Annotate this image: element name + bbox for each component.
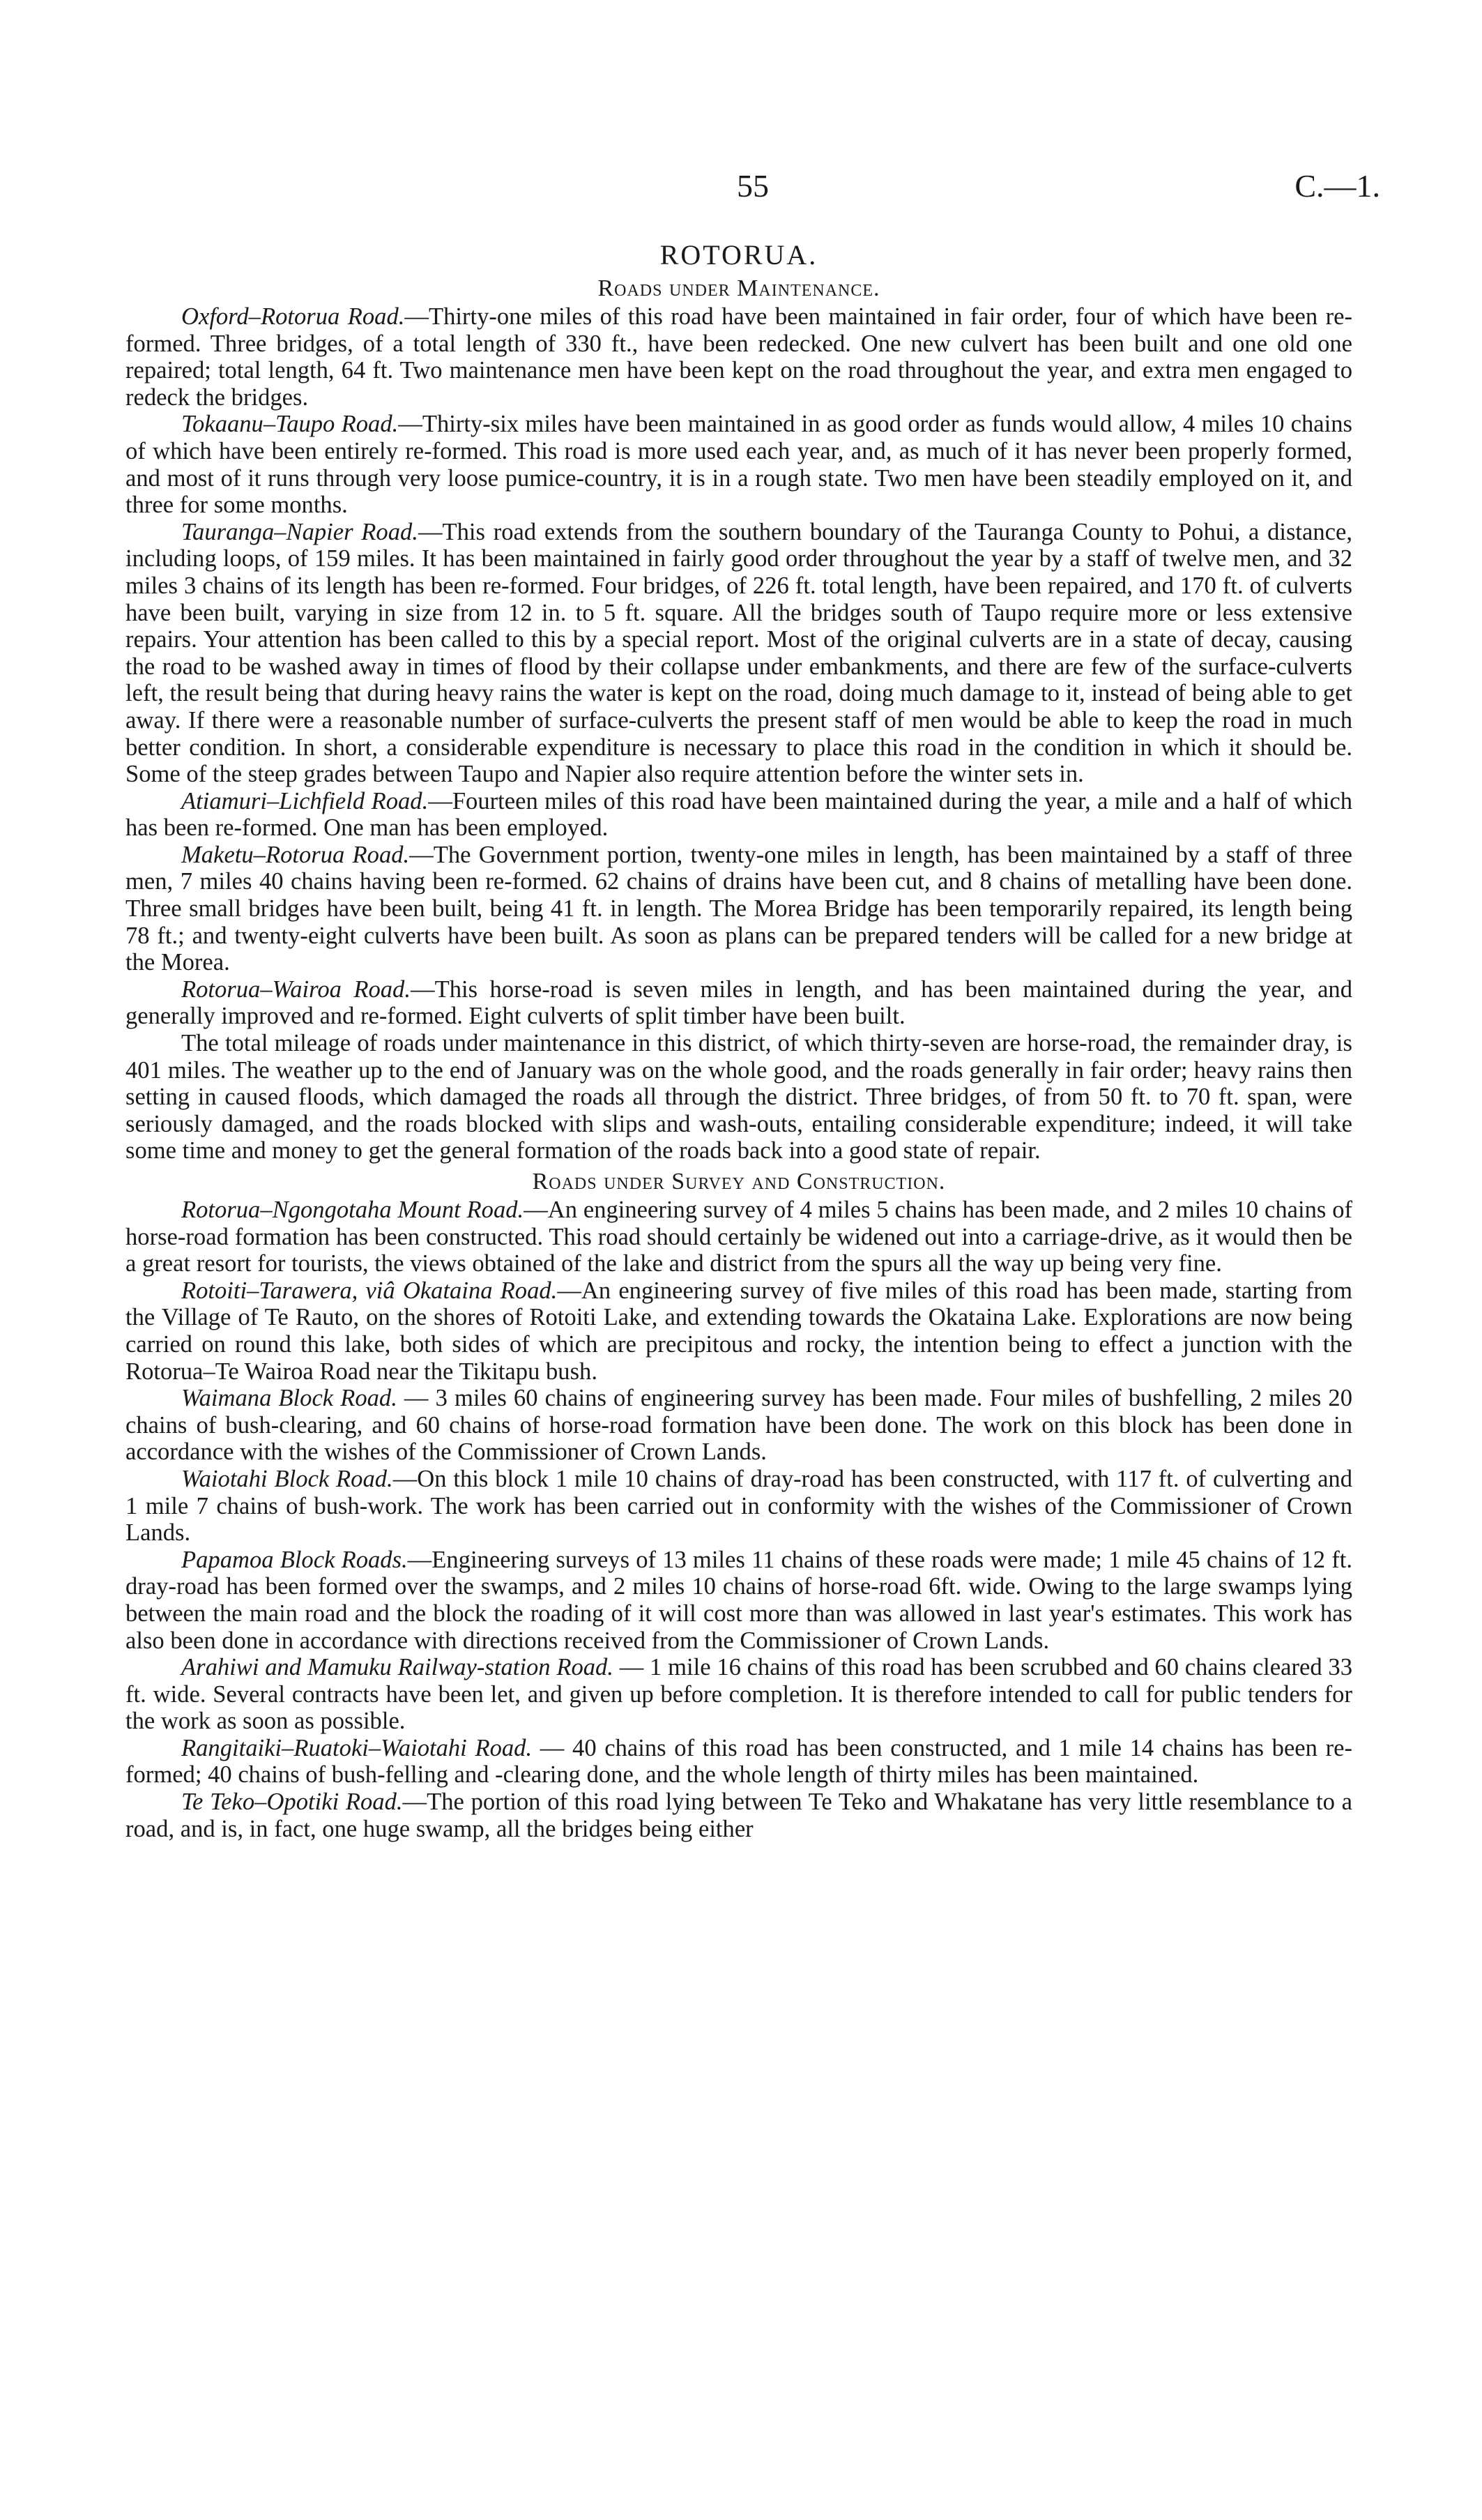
entry-name: Maketu–Rotorua Road. [181,841,410,868]
entry-name: Tauranga–Napier Road. [181,518,418,545]
entry-text: — 3 miles 60 chains of engineering survey has been made. Four miles of bushfelling, 2 miles 20 chains of bush-clearing, and 60 chains of horse-road formation have been done. The work on this block has been done in accordance with the wishes of the Commissioner of Crown Lands. [125,1385,1352,1466]
entry-atiamuri-lichfield [125,788,1352,842]
entry-text: —An engineering survey of five miles of this road has been made, starting from the Village of Te Rauto, on the shores of Rotoiti Lake, and extending towards the Okataina Lake. Explorations are now being carried on round this lake, both sides of which are precipitous and rocky, the intention being to effect a junction with the Rotorua–Te Wairoa Road near the Tikitapu bush. [125,1277,1352,1385]
entry-name: Te Teko–Opotiki Road. [181,1789,403,1816]
entry-name: Papamoa Block Roads. [181,1546,408,1573]
entry-text: —Fourteen miles of this road have been maintained during the year, a mile and a half of which has been re-formed. One man has been employed. [125,787,1352,842]
entry-name: Rotorua–Ngongotaha Mount Road. [181,1197,524,1223]
entry-papamoa-block [125,1547,1352,1654]
entry-text: The total mileage of roads under maintenance in this district, of which thirty-seven are horse-road, the remainder dray, is 401 miles. The weather up to the end of January was on the whole good, and the roads generally in fair order; heavy rains then setting in caused floods, which damaged the roads all through the district. Three bridges, of from 50 ft. to 70 ft. span, were seriously damaged, and the roads blocked with slips and wash-outs, entailing considerable expenditure; indeed, it will take some time and money to get the general formation of the roads back into a good state of repair. [125,1030,1352,1164]
entry-name: Rangitaiki–Ruatoki–Waiotahi Road. [181,1734,533,1761]
entry-name: Tokaanu–Taupo Road. [181,411,399,438]
entry-rotorua-ngongotaha [125,1197,1352,1277]
entry-name: Waimana Block Road. [181,1385,397,1412]
entry-text: —The portion of this road lying between Te Teko and Whakatane has very little resemblance to a road, and is, in fact, one huge swamp, all the bridges being either [125,1789,1352,1842]
entry-teteko-opotiki [125,1789,1352,1842]
section-heading-maintenance: Roads under Maintenance. [597,275,880,301]
page-content [125,230,1352,1842]
entry-maketu-rotorua [125,842,1352,976]
entry-rotoiti-tarawera [125,1277,1352,1385]
entry-waiotahi-block [125,1466,1352,1547]
entry-text: —Engineering surveys of 13 miles 11 chains of these roads were made; 1 mile 45 chains of 12 ft. dray-road has been formed over the swamps, and 2 miles 10 chains of horse-road 6ft. wide. Owing to the large swamps lying between the main road and the block the roading of it will cost more than was allowed in last year's estimates. This work has also been done in accordance with directions received from the Commissioner of Crown Lands. [125,1546,1352,1654]
entry-text: —Thirty-six miles have been maintained in as good order as funds would allow, 4 miles 10 chains of which have been entirely re-formed. This road is more used each year, and, as much of it has never been properly formed, and most of it runs through very loose pumice-country, it is in a rough state. Two men have been steadily employed on it, and three for some months. [125,411,1352,519]
entry-name: Rotoiti–Tarawera, viâ Okataina Road. [181,1277,558,1304]
entry-text: —The Government portion, twenty-one miles in length, has been maintained by a staff of three men, 7 miles 40 chains having been re-formed. 62 chains of drains have been cut, and 8 chains of metalling have been done. Three small bridges have been built, being 41 ft. in length. The Morea Bridge has been temporarily repaired, its length being 78 ft.; and twenty-eight culverts have been built. As soon as plans can be prepared tenders will be called for a new bridge at the Morea. [125,841,1352,976]
entry-text: — 1 mile 16 chains of this road has been scrubbed and 60 chains cleared 33 ft. wide. Several contracts have been let, and given up before completion. It is therefore intended to call for public tenders for the work as soon as possible. [125,1654,1352,1735]
entry-rotorua-wairoa [125,976,1352,1030]
document-reference: C.—1. [1294,168,1380,204]
entry-text: —An engineering survey of 4 miles 5 chains has been made, and 2 miles 10 chains of horse-road formation has been constructed. This road should certainly be widened out into a carriage-drive, as it would then be a great resort for tourists, the views obtained of the lake and district from the spurs all the way up being very fine. [125,1197,1352,1277]
entry-name: Rotorua–Wairoa Road. [181,976,411,1003]
entry-oxford-rotorua [125,303,1352,411]
entry-arahiwi-mamuku [125,1654,1352,1735]
entry-rangitaiki-ruatoki [125,1735,1352,1789]
entry-text: —This horse-road is seven miles in length, and has been maintained during the year, and generally improved and re-formed. Eight culverts of split timber have been built. [125,976,1352,1030]
district-title: ROTORUA. [659,239,818,271]
entry-name: Waiotahi Block Road. [181,1465,393,1492]
entry-name: Arahiwi and Mamuku Railway-station Road. [181,1654,613,1681]
entry-name: Atiamuri–Lichfield Road. [181,787,429,814]
entry-text: —Thirty-one miles of this road have been maintained in fair order, four of which have been re-formed. Three bridges, of a total length of 330 ft., have been redecked. One new culvert has been built and one old one repaired; total length, 64 ft. Two maintenance men have been kept on the road throughout the year, and extra men engaged to redeck the bridges. [125,303,1352,411]
entry-text: —This road extends from the southern boundary of the Tauranga County to Pohui, a distance, including loops, of 159 miles. It has been maintained in fairly good order throughout the year by a staff of twelve men, and 32 miles 3 chains of its length has been re-formed. Four bridges, of 226 ft. total length, have been repaired, and 170 ft. of culverts have been built, varying in size from 12 in. to 5 ft. square. All the bridges south of Taupo require more or less extensive repairs. Your attention has been called to this by a special report. Most of the original culverts are in a state of decay, causing the road to be washed away in times of flood by their collapse under embankments, and there are few of the surface-culverts left, the result being that during heavy rains the water is kept on the road, doing much damage to it, instead of being able to get away. If there were a reasonable number of surface-culverts the present staff of men would be able to keep the road in much better condition. In short, a considerable expenditure is necessary to place this road in the condition in which it should be. Some of the steep grades between Taupo and Napier also require attention before the winter sets in. [125,518,1352,788]
entry-total-mileage [125,1030,1352,1164]
entry-name: Oxford–Rotorua Road. [181,303,405,330]
section-heading-construction: Roads under Survey and Construction. [532,1169,946,1194]
entry-text: — 40 chains of this road has been constructed, and 1 mile 14 chains has been re-formed; 40 chains of bush-felling and -clearing done, and the whole length of thirty miles has been maintained. [125,1734,1352,1789]
entry-tauranga-napier [125,519,1352,788]
entry-tokaanu-taupo [125,411,1352,518]
entry-waimana-block [125,1385,1352,1466]
page-number: 55 [737,168,769,204]
entry-text: —On this block 1 mile 10 chains of dray-road has been constructed, with 117 ft. of culverting and 1 mile 7 chains of bush-work. The work has been carried out in conformity with the wishes of the Commissioner of Crown Lands. [125,1465,1352,1547]
